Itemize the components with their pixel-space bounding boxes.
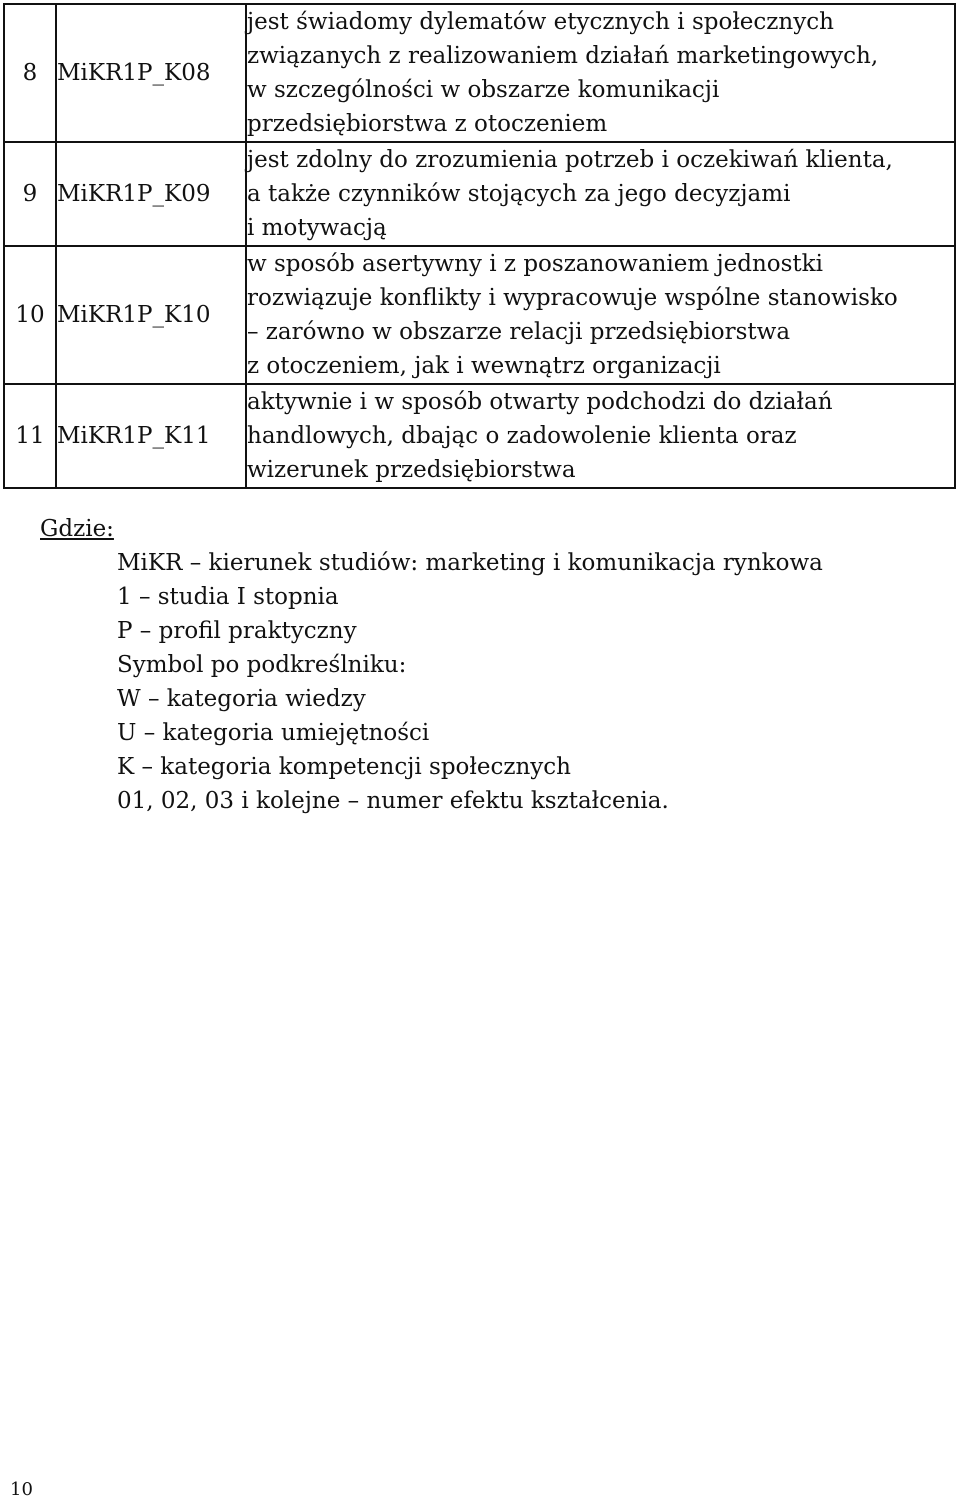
outcome-description [246,384,955,488]
table-row [4,4,955,142]
description-line: w szczególności w obszarze komunikacji [247,77,720,103]
legend-heading: Gdzie: [40,516,114,542]
table-row [4,142,955,246]
legend-item: P – profil praktyczny [117,618,357,644]
description-line: wizerunek przedsiębiorstwa [247,457,576,483]
description-line: rozwiązuje konflikty i wypracowuje wspólne stanowisko [247,285,898,311]
legend-item: Symbol po podkreślniku: [117,652,407,678]
description-line: aktywnie i w sposób otwarty podchodzi do działań [247,389,833,415]
outcome-description [246,246,955,384]
description-line: jest zdolny do zrozumienia potrzeb i oczekiwań klienta, [247,147,893,173]
description-line: z otoczeniem, jak i wewnątrz organizacji [247,353,721,379]
legend-list [40,546,823,818]
legend-section [40,512,823,818]
legend-item: 01, 02, 03 i kolejne – numer efektu kształcenia. [117,788,669,814]
description-line: i motywacją [247,215,387,241]
legend-item: W – kategoria wiedzy [117,686,366,712]
description-line: przedsiębiorstwa z otoczeniem [247,111,608,137]
legend-item: MiKR – kierunek studiów: marketing i komunikacja rynkowa [117,550,823,576]
row-number: 9 [4,142,56,246]
description-line: handlowych, dbając o zadowolenie klienta oraz [247,423,797,449]
outcome-description [246,142,955,246]
outcome-code: MiKR1P_K09 [56,142,246,246]
learning-outcomes-table [3,3,956,489]
table-row [4,384,955,488]
description-line: – zarówno w obszarze relacji przedsiębiorstwa [247,319,791,345]
outcome-code: MiKR1P_K10 [56,246,246,384]
outcome-code: MiKR1P_K11 [56,384,246,488]
legend-item: K – kategoria kompetencji społecznych [117,754,571,780]
table-row [4,246,955,384]
page-number: 10 [10,1479,33,1500]
outcome-code: MiKR1P_K08 [56,4,246,142]
description-line: w sposób asertywny i z poszanowaniem jednostki [247,251,823,277]
description-line: jest świadomy dylematów etycznych i społecznych [247,9,834,35]
description-line: a także czynników stojących za jego decyzjami [247,181,791,207]
row-number: 11 [4,384,56,488]
legend-item: 1 – studia I stopnia [117,584,339,610]
row-number: 10 [4,246,56,384]
legend-item: U – kategoria umiejętności [117,720,430,746]
description-line: związanych z realizowaniem działań marketingowych, [247,43,879,69]
row-number: 8 [4,4,56,142]
outcome-description [246,4,955,142]
